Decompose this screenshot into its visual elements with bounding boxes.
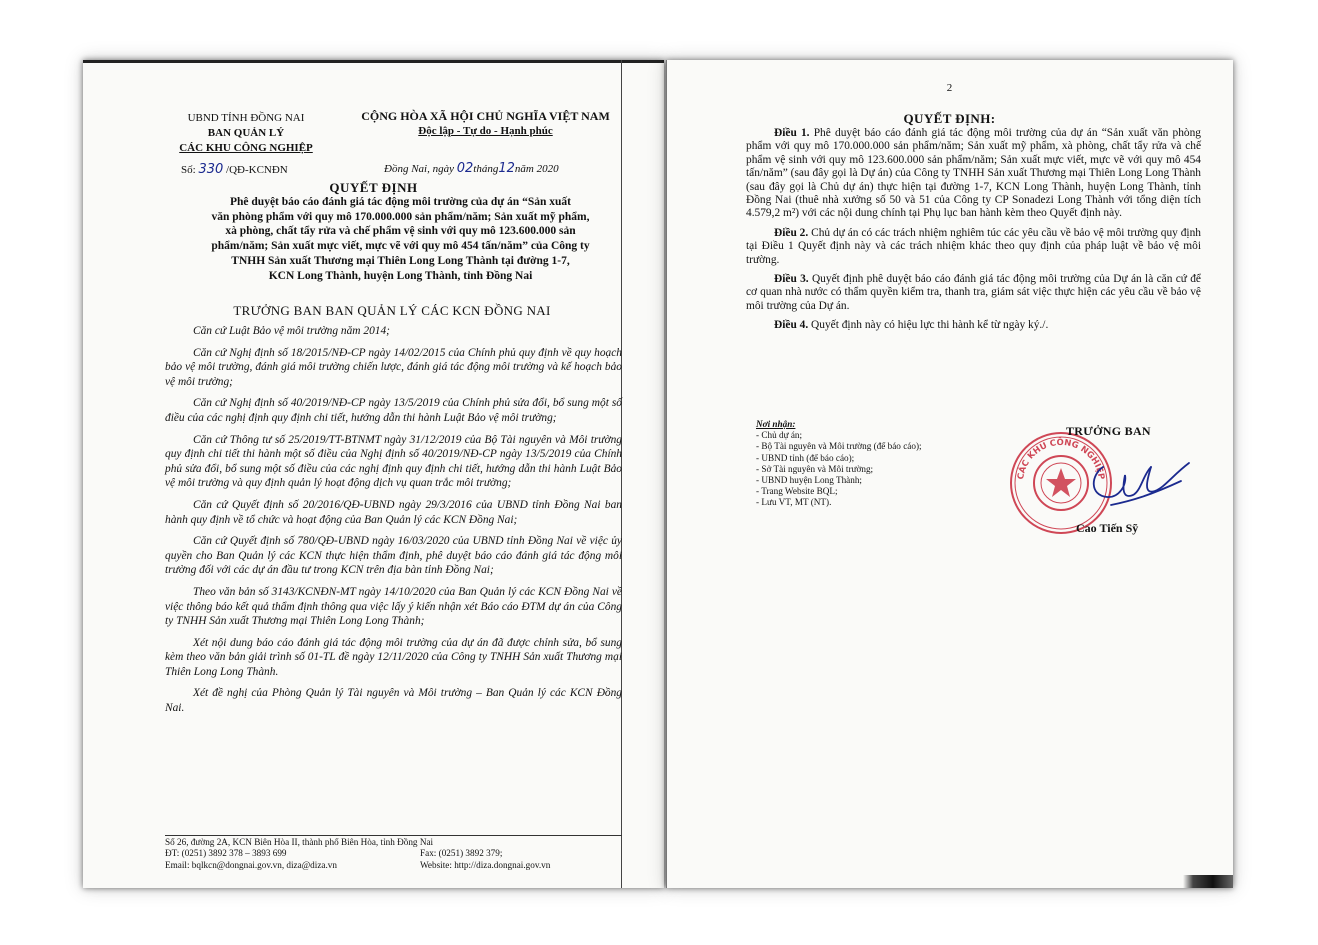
basis-paragraph: Xét đề nghị của Phòng Quản lý Tài nguyên và Môi trường – Ban Quản lý các KCN Đồng Nai. [165,687,622,715]
issuing-authority: TRƯỞNG BAN BAN QUẢN LÝ CÁC KCN ĐỒNG NAI [233,303,551,318]
footer-website: Website: http://diza.dongnai.gov.vn [420,859,551,870]
scan-top-edge [83,60,664,63]
agency-line-2: BAN QUẢN LÝ [207,127,285,139]
handwritten-signature-icon [1081,445,1191,515]
subject-line: TNHH Sản xuất Thương mại Thiên Long Long Thành tại đường 1-7, [231,254,570,267]
footer-address: Số 26, đường 2A, KCN Biên Hòa II, thành phố Biên Hòa, tỉnh Đồng Nai [165,837,434,847]
document-number [181,162,288,177]
document-page-2 [666,60,1233,888]
seal-text: CÁC KHU CÔNG NGHIỆP [1016,437,1106,481]
subject-line: phẩm/năm; Sản xuất mực viết, mực vẽ với quy mô 454 tấn/năm” của Công ty [211,240,590,253]
footer-phone: ĐT: (0251) 3892 378 – 3893 699 [165,848,287,859]
date-day-handwritten: 02 [456,161,474,176]
page-number: 2 [946,82,953,94]
footer-divider [165,835,622,836]
national-motto [348,109,623,139]
date-month-word: tháng [473,163,499,175]
basis-paragraph: Căn cứ Nghị định số 18/2015/NĐ-CP ngày 14/02/2015 của Chính phủ quy định về quy hoạch bảo vệ môi trường, đánh giá môi trường chiến lược, đánh giá tác động môi trường và kế hoạch bảo vệ môi trường; [165,346,622,388]
motto: Độc lập - Tự do - Hạnh phúc [418,125,553,137]
recipient-item: - Lưu VT, MT (NT). [756,497,832,508]
basis-paragraph: Căn cứ Quyết định số 20/2016/QĐ-UBND ngày 29/3/2016 của UBND tỉnh Đồng Nai ban hành quy định về tổ chức và hoạt động của Ban Quản lý các KCN Đồng Nai; [165,498,622,526]
article-text: Phê duyệt báo cáo đánh giá tác động môi trường của dự án “Sản xuất văn phòng phẩm với quy mô 170.000.000 sản phẩm/năm; Sản xuất mỹ phẩm, xà phòng, chất tẩy rửa và chế phẩm vệ sinh với quy mô 123.600.000 sản phẩm/năm; Sản xuất mực viết, mực vẽ với quy mô 454 tấn/năm” (sau đây gọi là Dự án) của Công ty TNHH Sản xuất Thương mại Thiên Long Long Thành (sau đây gọi là Chủ dự án) thực hiện tại đường 1-7, KCN Long Thành, huyện Long Thành, tỉnh Đồng Nai (thuê nhà xưởng số 50 và 51 của Công ty CP Sonadezi Long Thành với tổng diện tích 4.579,2 m²) với các nội dung chính tại Phụ lục ban hành kèm theo Quyết định này. [746,127,1201,220]
subject-line: văn phòng phẩm với quy mô 170.000.000 sản phẩm/năm; Sản xuất mỹ phẩm, [211,210,590,223]
decision-articles [746,127,1201,339]
subject-line: KCN Long Thành, huyện Long Thành, tỉnh Đồng Nai [268,269,533,282]
article-2 [746,227,1201,267]
date-month-handwritten: 12 [498,161,515,176]
article-text: Quyết định này có hiệu lực thi hành kể từ ngày ký./. [808,319,1049,332]
article-label: Điều 2. [774,226,809,239]
agency-line-1: UBND TỈNH ĐỒNG NAI [187,112,305,124]
basis-paragraph: Căn cứ Thông tư số 25/2019/TT-BTNMT ngày 31/12/2019 của Bộ Tài nguyên và Môi trường quy định chi tiết thi hành một số điều của Nghị định số 40/2019/NĐ-CP ngày 13/5/2019 của Chính phủ sửa đổi, bổ sung một số điều của các nghị định quy định chi tiết, hướng dẫn thi hành Luật Bảo vệ môi trường và quy định quản lý hoạt động dịch vụ quan trắc môi trường; [165,433,622,490]
document-title: QUYẾT ĐỊNH [329,180,418,195]
recipients-heading: Nơi nhận: [756,419,796,429]
issue-date [384,161,559,176]
article-3 [746,273,1201,313]
subject-line: Phê duyệt báo cáo đánh giá tác động môi trường của dự án “Sản xuất [230,196,571,208]
page-edge-line [666,60,667,888]
basis-paragraph: Căn cứ Luật Bảo vệ môi trường năm 2014; [193,325,390,337]
article-label: Điều 4. [774,319,809,332]
article-4 [746,319,1201,332]
signatory-name: Cao Tiến Sỹ [1076,521,1139,535]
recipient-item: - Chủ dự án; [756,430,803,441]
date-year: năm 2020 [514,163,559,175]
date-prefix: Đồng Nai, ngày [384,163,454,175]
footer-email: Email: bqlkcn@dongnai.gov.vn, diza@diza.vn [165,859,337,870]
recipients-list [756,419,996,509]
basis-paragraph: Theo văn bản số 3143/KCNĐN-MT ngày 14/10/2020 của Ban Quản lý các KCN Đồng Nai về việc thông báo kết quả thẩm định thông qua việc lấy ý kiến nhận xét Báo cáo ĐTM dự án của Công ty TNHH Sản xuất Thương mại Thiên Long Long Thành; [165,585,622,628]
article-label: Điều 3. [774,273,809,286]
article-text: Chủ dự án có các trách nhiệm nghiêm túc các yêu cầu về bảo vệ môi trường quy định tại Điều 1 Quyết định này và các trách nhiệm khác theo quy định của pháp luật về bảo vệ môi trường. [746,226,1201,266]
article-text: Quyết định phê duyệt báo cáo đánh giá tác động môi trường của Dự án là căn cứ để cơ quan nhà nước có thẩm quyền kiểm tra, thanh tra, giám sát việc thực hiện các yêu cầu về bảo vệ môi trường của Dự án. [746,273,1201,312]
page-footer [165,837,635,871]
subject-line: xà phòng, chất tẩy rửa và chế phẩm vệ sinh với quy mô 123.600.000 sản [225,225,576,238]
document-page-1 [83,60,664,888]
legal-basis [165,324,622,723]
agency-line-3: CÁC KHU CÔNG NGHIỆP [179,142,313,154]
footer-fax: Fax: (0251) 3892 379; [420,848,503,859]
article-label: Điều 1. [774,127,810,139]
ref-prefix: Số: [181,164,196,176]
basis-paragraph: Căn cứ Nghị định số 40/2019/NĐ-CP ngày 13/5/2019 của Chính phủ sửa đổi, bổ sung một số điều của các nghị định quy định chi tiết, hướng dẫn thi hành Luật Bảo vệ môi trường; [165,397,622,424]
document-subject [163,195,638,283]
recipient-item: - UBND tỉnh (để báo cáo); [756,452,855,463]
recipient-item: - UBND huyện Long Thành; [756,475,862,486]
basis-paragraph: Căn cứ Quyết định số 780/QĐ-UBND ngày 16/03/2020 của UBND tỉnh Đồng Nai về việc ủy quyền cho Ban Quản lý các KCN thực hiện thẩm định, phê duyệt báo cáo đánh giá tác động môi trường đối với các dự án đầu tư trong KCN trên địa bàn tỉnh Đồng Nai; [165,535,622,577]
decision-heading: QUYẾT ĐỊNH: [903,111,996,126]
recipient-item: - Sở Tài nguyên và Môi trường; [756,463,874,474]
ref-suffix: /QĐ-KCNĐN [226,164,288,176]
basis-paragraph: Xét nội dung báo cáo đánh giá tác động môi trường của dự án đã được chỉnh sửa, bổ sung kèm theo văn bản giải trình số 01-TL đề ngày 12/11/2020 của Công ty TNHH Sản xuất Thương mại Thiên Long Long Thành. [165,636,622,678]
ref-number-handwritten: 330 [198,162,224,177]
country-name: CỘNG HÒA XÃ HỘI CHỦ NGHĨA VIỆT NAM [361,109,610,123]
signatory-title: TRƯỞNG BAN [1066,424,1151,438]
article-1 [746,127,1201,221]
recipient-item: - Bộ Tài nguyên và Môi trường (để báo cáo); [756,441,922,452]
recipient-item: - Trang Website BQL; [756,486,838,497]
scan-artifact [1183,875,1233,888]
issuing-agency [171,111,321,156]
